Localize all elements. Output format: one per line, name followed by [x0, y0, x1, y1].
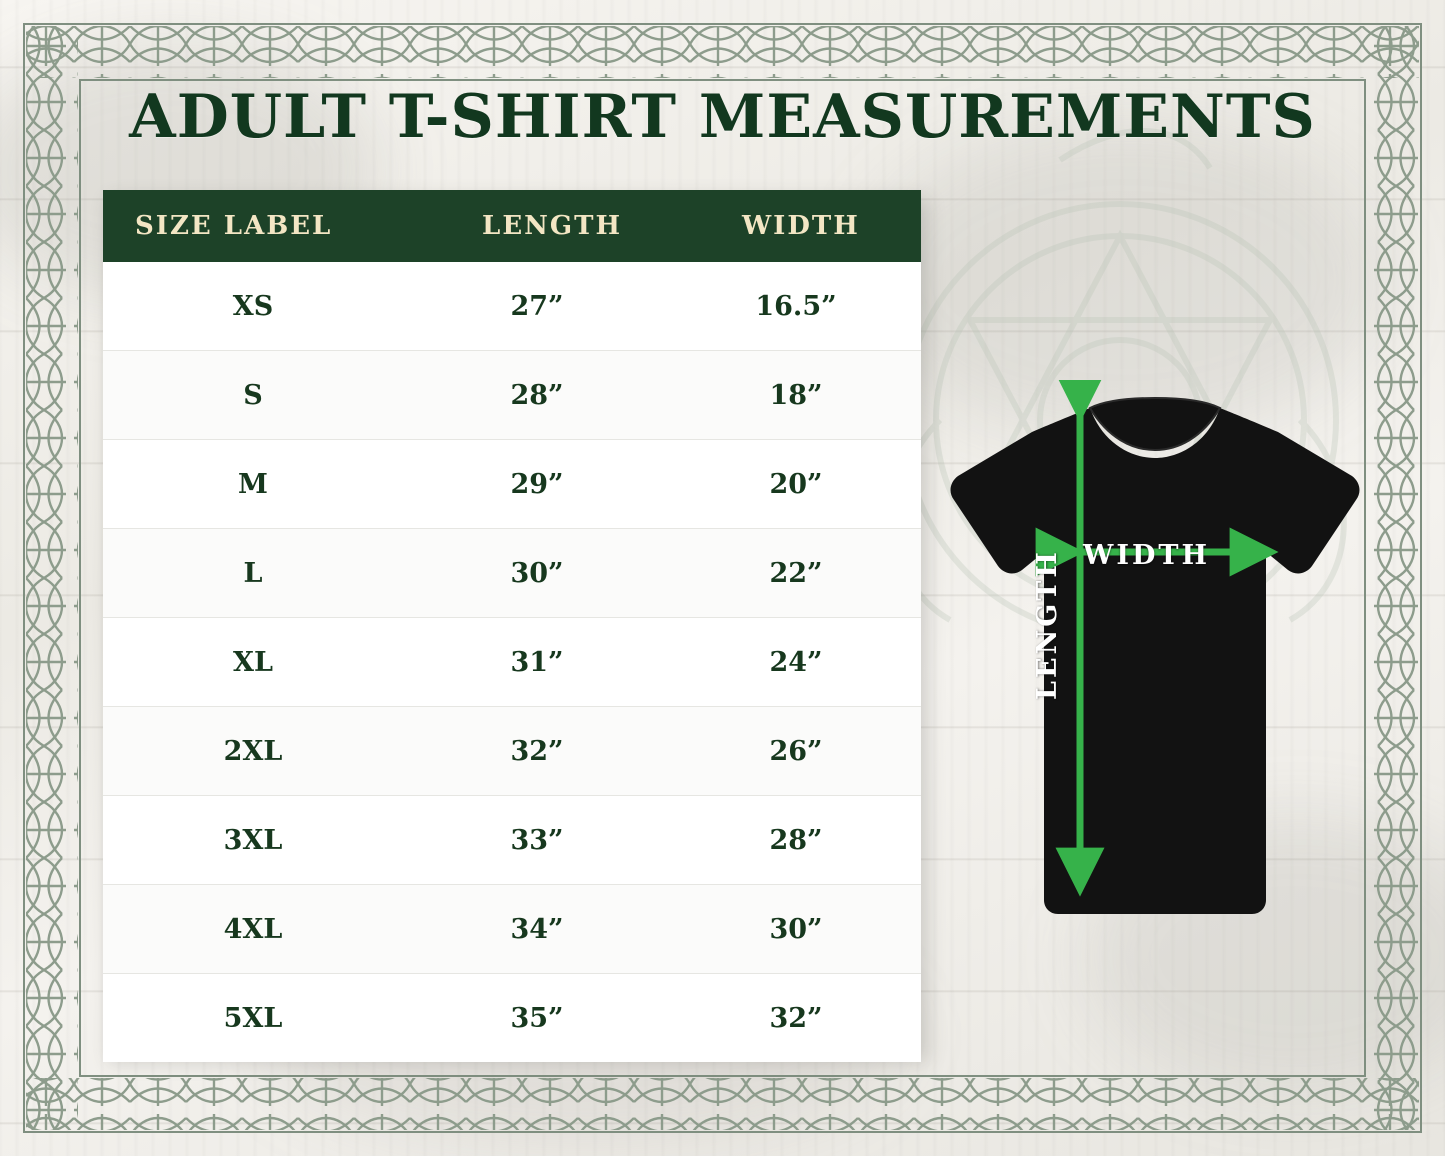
- cell-width: 24”: [769, 646, 823, 678]
- cell-length: 33”: [510, 824, 564, 856]
- cell-length: 35”: [510, 1002, 564, 1034]
- cell-size: 2XL: [223, 735, 283, 767]
- cell-size: M: [238, 468, 268, 500]
- table-row: [103, 529, 921, 618]
- cell-length: 29”: [510, 468, 564, 500]
- cell-width: 20”: [769, 468, 823, 500]
- table-row: [103, 351, 921, 440]
- cell-size: 3XL: [223, 824, 283, 856]
- diagram-label-length: LENGTH: [1032, 549, 1063, 700]
- cell-length: 27”: [510, 290, 564, 322]
- page-title: ADULT T-SHIRT MEASUREMENTS: [129, 82, 1316, 152]
- diagram-label-width: WIDTH: [1083, 540, 1210, 571]
- cell-width: 32”: [769, 1002, 823, 1034]
- cell-size: S: [243, 379, 263, 411]
- cell-size: 4XL: [223, 913, 283, 945]
- cell-width: 30”: [769, 913, 823, 945]
- cell-length: 34”: [510, 913, 564, 945]
- cell-width: 16.5”: [755, 290, 837, 322]
- tshirt-diagram-icon: [940, 380, 1370, 940]
- column-header-length: LENGTH: [482, 211, 623, 241]
- column-header-size: SIZE LABEL: [135, 211, 333, 241]
- cell-length: 30”: [510, 557, 564, 589]
- table-row: [103, 796, 921, 885]
- cell-size: XL: [233, 646, 273, 678]
- cell-width: 26”: [769, 735, 823, 767]
- table-row: [103, 440, 921, 529]
- table-row: [103, 262, 921, 351]
- cell-length: 31”: [510, 646, 564, 678]
- cell-length: 28”: [510, 379, 564, 411]
- cell-length: 32”: [510, 735, 564, 767]
- size-chart-card: [103, 190, 921, 1054]
- table-row: [103, 885, 921, 974]
- cell-size: 5XL: [223, 1002, 283, 1034]
- table-row: [103, 618, 921, 707]
- cell-size: XS: [232, 290, 274, 322]
- column-header-width: WIDTH: [741, 211, 860, 241]
- cell-width: 22”: [769, 557, 823, 589]
- table-row: [103, 707, 921, 796]
- table-row: [103, 974, 921, 1062]
- cell-width: 28”: [769, 824, 823, 856]
- cell-size: L: [243, 557, 263, 589]
- table-header-row: [103, 190, 921, 262]
- cell-width: 18”: [769, 379, 823, 411]
